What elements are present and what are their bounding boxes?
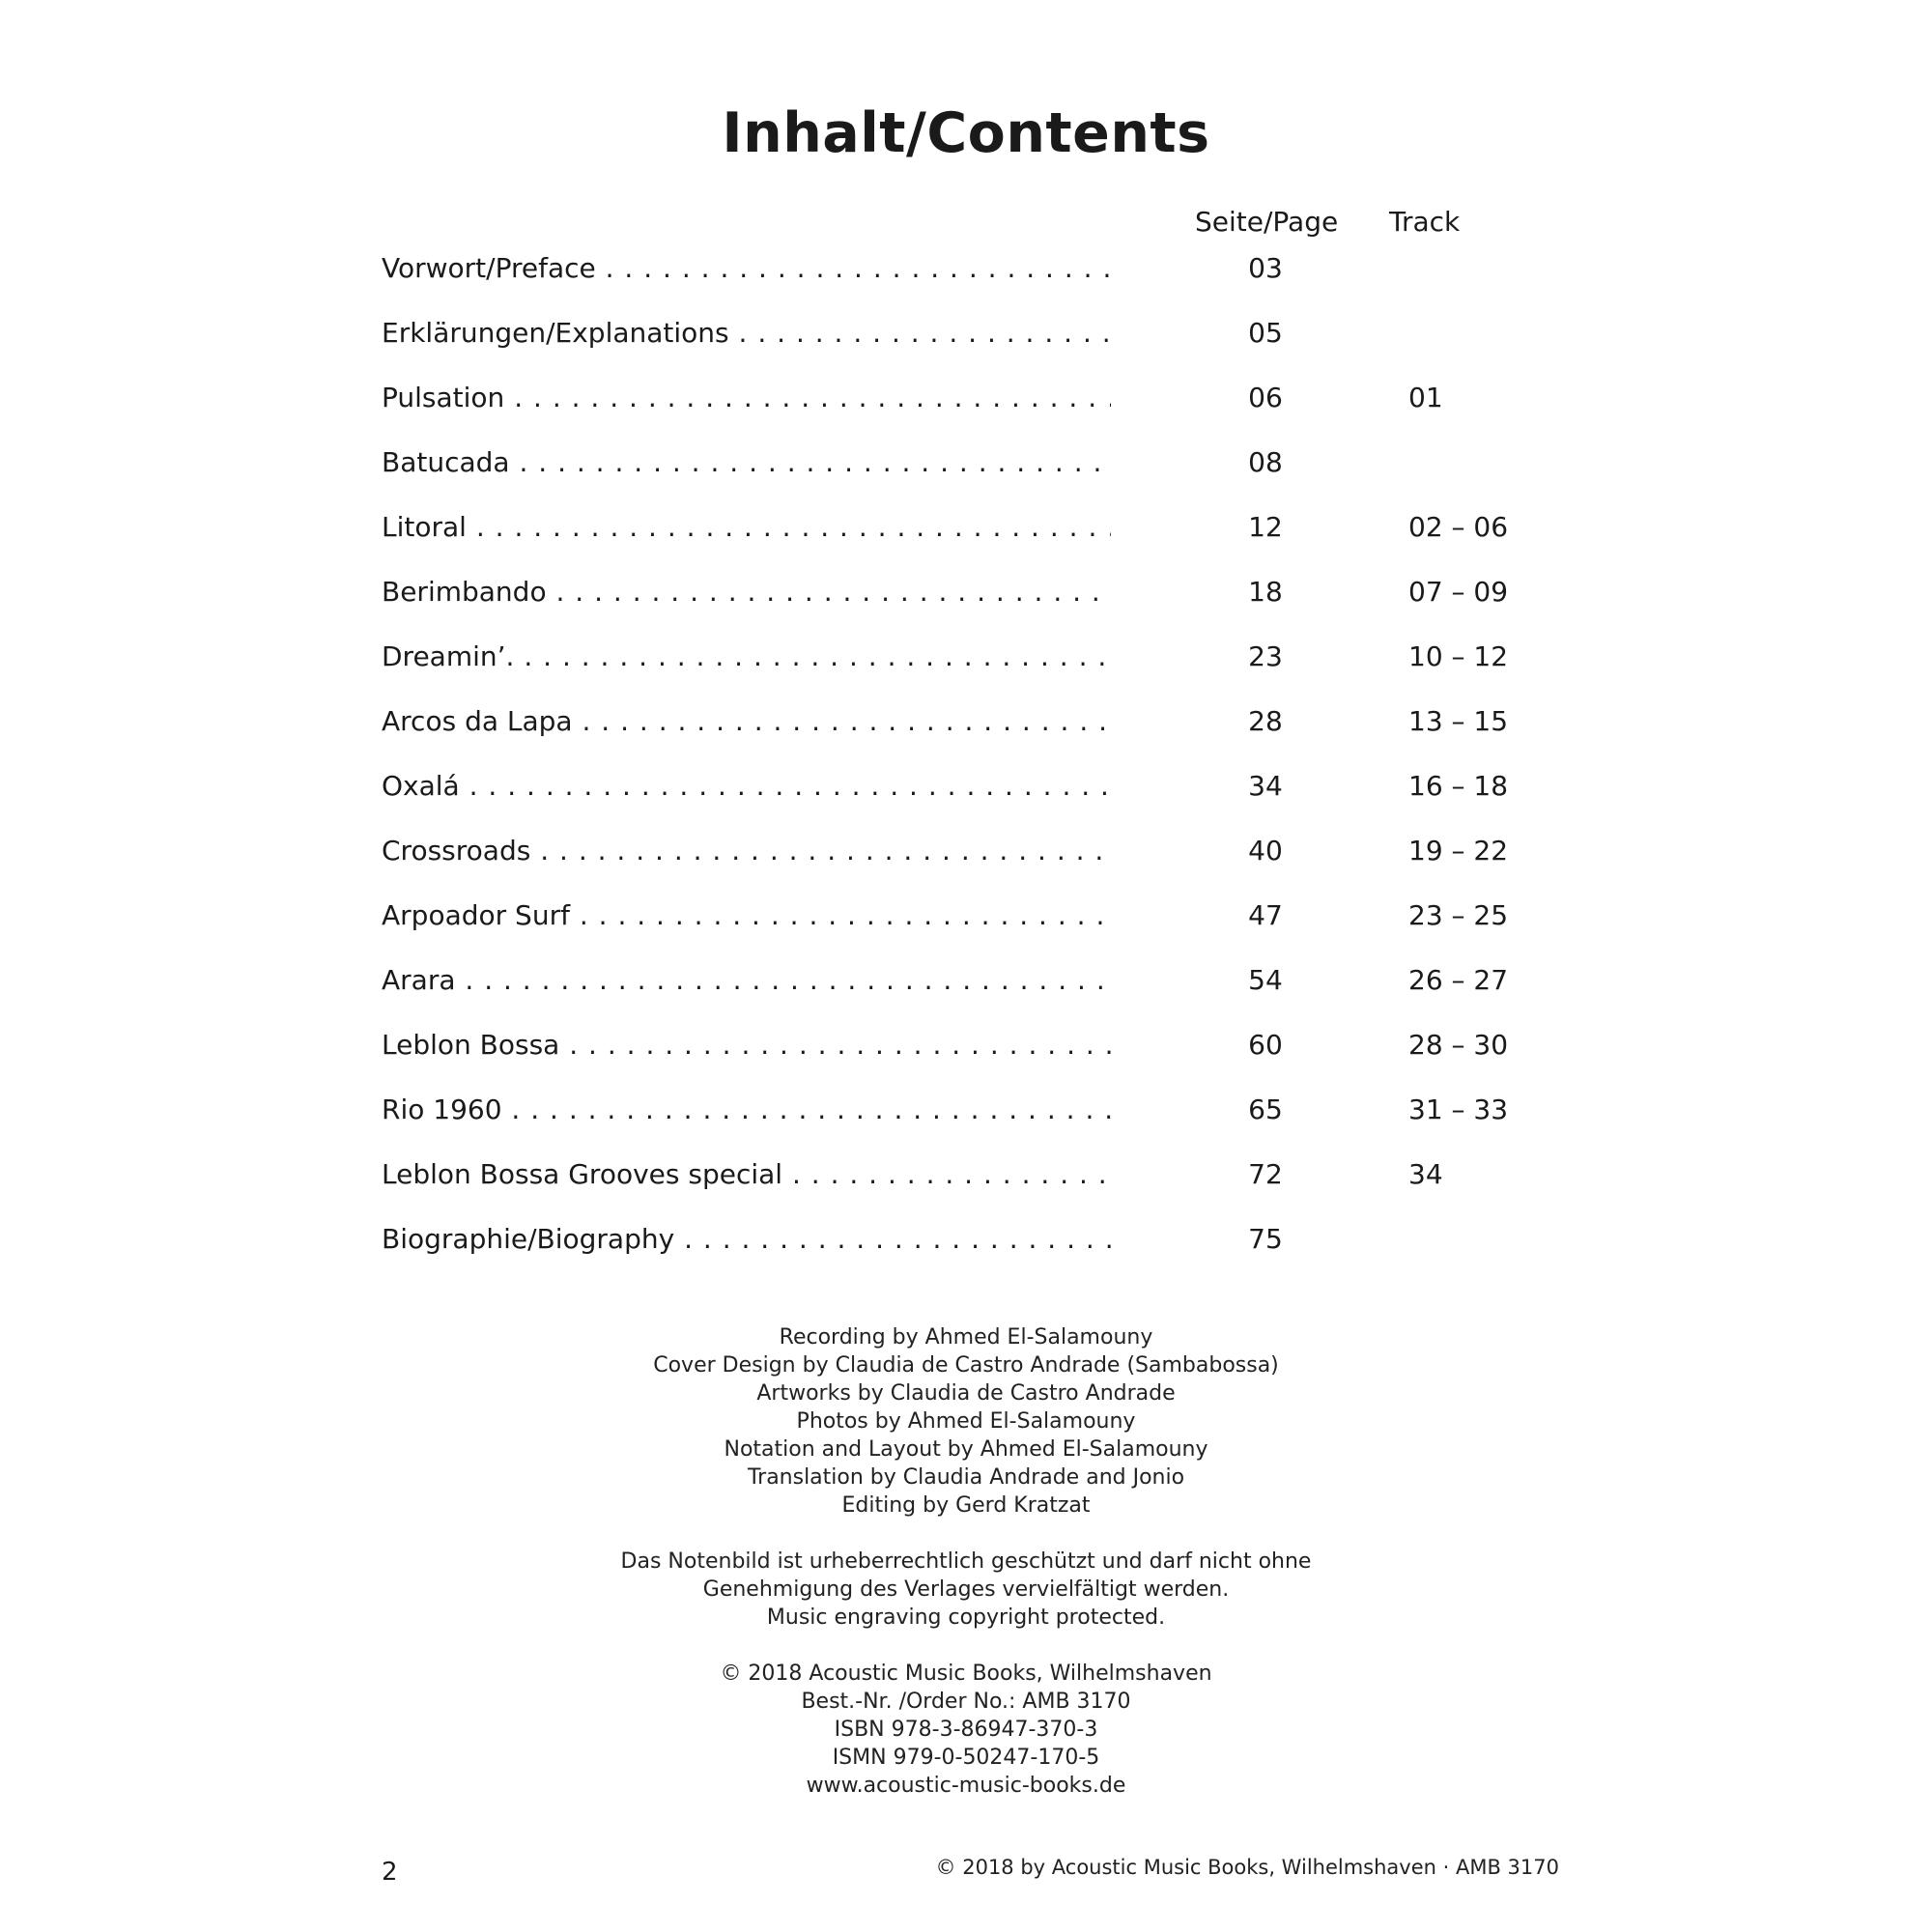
toc-row xyxy=(382,309,1541,374)
toc-entry-title: Arpoador Surf . . . xyxy=(382,899,1111,931)
credit-line: Notation and Layout by Ahmed El-Salamouny xyxy=(724,1437,1208,1462)
toc-entry-page: 47 xyxy=(1248,899,1283,931)
toc-entry-track: 07 – 09 xyxy=(1408,576,1509,608)
publisher-line: ISMN 979-0-50247-170-5 xyxy=(832,1746,1100,1770)
credits-block xyxy=(0,1323,1932,1800)
toc-entry-track: 02 – 06 xyxy=(1408,511,1509,543)
publisher-line: © 2018 Acoustic Music Books, Wilhelmshaven xyxy=(720,1662,1212,1686)
toc-entry-title: Batucada . . . xyxy=(382,446,1111,478)
toc-entry-title: Litoral . . . xyxy=(382,511,1111,543)
toc-entry-page: 75 xyxy=(1248,1223,1283,1255)
credit-line: Photos by Ahmed El-Salamouny xyxy=(796,1409,1136,1434)
toc-entry-title: Biographie/Biography . . . xyxy=(382,1223,1111,1255)
toc-entry-page: 03 xyxy=(1248,252,1283,284)
toc-row xyxy=(382,1086,1541,1151)
credit-line: Recording by Ahmed El-Salamouny xyxy=(779,1325,1153,1350)
publisher-line: ISBN 978-3-86947-370-3 xyxy=(834,1718,1098,1742)
copyright-notice-line: Genehmigung des Verlages vervielfältigt werden. xyxy=(702,1577,1230,1602)
toc-entry-title: Leblon Bossa . . . xyxy=(382,1029,1111,1061)
toc-row xyxy=(382,1021,1541,1086)
table-of-contents xyxy=(382,244,1541,1280)
toc-entry-page: 23 xyxy=(1248,640,1283,672)
toc-entry-page: 65 xyxy=(1248,1094,1283,1125)
toc-entry-title: Crossroads . . . xyxy=(382,835,1111,867)
toc-row xyxy=(382,244,1541,309)
toc-entry-track: 13 – 15 xyxy=(1408,705,1509,737)
toc-row xyxy=(382,374,1541,439)
toc-entry-page: 28 xyxy=(1248,705,1283,737)
toc-entry-title: Erklärungen/Explanations . . . xyxy=(382,317,1111,349)
toc-entry-page: 18 xyxy=(1248,576,1283,608)
toc-entry-track: 23 – 25 xyxy=(1408,899,1509,931)
footer-copyright: © 2018 by Acoustic Music Books, Wilhelmshaven · AMB 3170 xyxy=(935,1856,1559,1879)
toc-entry-page: 05 xyxy=(1248,317,1283,349)
toc-row xyxy=(382,697,1541,762)
toc-entry-title: Leblon Bossa Grooves special . . . xyxy=(382,1158,1111,1190)
toc-entry-title: Arcos da Lapa . . . xyxy=(382,705,1111,737)
toc-row xyxy=(382,762,1541,827)
toc-entry-title: Pulsation . . . xyxy=(382,382,1111,413)
toc-row xyxy=(382,1215,1541,1280)
publisher-line: Best.-Nr. /Order No.: AMB 3170 xyxy=(801,1690,1131,1714)
toc-row xyxy=(382,568,1541,633)
toc-entry-track: 26 – 27 xyxy=(1408,964,1509,996)
toc-row xyxy=(382,633,1541,697)
copyright-notice-line: Das Notenbild ist urheberrechtlich geschützt und darf nicht ohne xyxy=(620,1549,1312,1574)
toc-entry-track: 19 – 22 xyxy=(1408,835,1509,867)
toc-entry-track: 16 – 18 xyxy=(1408,770,1509,802)
toc-entry-page: 60 xyxy=(1248,1029,1283,1061)
page-number: 2 xyxy=(382,1858,398,1887)
toc-entry-page: 40 xyxy=(1248,835,1283,867)
copyright-notice-line: Music engraving copyright protected. xyxy=(766,1605,1166,1630)
toc-entry-track: 34 xyxy=(1408,1158,1443,1190)
toc-entry-title: Vorwort/Preface . . . xyxy=(382,252,1111,284)
toc-entry-track: 28 – 30 xyxy=(1408,1029,1509,1061)
credit-line: Cover Design by Claudia de Castro Andrade (Sambabossa) xyxy=(653,1353,1279,1378)
toc-entry-track: 10 – 12 xyxy=(1408,640,1509,672)
toc-entry-page: 34 xyxy=(1248,770,1283,802)
toc-row xyxy=(382,956,1541,1021)
toc-entry-page: 06 xyxy=(1248,382,1283,413)
credit-line: Translation by Claudia Andrade and Jonio xyxy=(747,1465,1185,1490)
toc-row xyxy=(382,827,1541,892)
credit-line: Editing by Gerd Kratzat xyxy=(841,1493,1091,1518)
toc-entry-page: 54 xyxy=(1248,964,1283,996)
credit-line: Artworks by Claudia de Castro Andrade xyxy=(756,1381,1176,1406)
toc-row xyxy=(382,439,1541,503)
toc-row xyxy=(382,1151,1541,1215)
toc-entry-title: Berimbando . . . xyxy=(382,576,1111,608)
toc-row xyxy=(382,892,1541,956)
column-header-track: Track xyxy=(1389,206,1461,238)
publisher-website: www.acoustic-music-books.de xyxy=(806,1774,1126,1798)
toc-entry-track: 31 – 33 xyxy=(1408,1094,1509,1125)
toc-entry-title: Arara . . . xyxy=(382,964,1111,996)
column-header-page: Seite/Page xyxy=(1195,206,1339,238)
toc-entry-title: Rio 1960 . . . xyxy=(382,1094,1111,1125)
toc-entry-page: 08 xyxy=(1248,446,1283,478)
toc-entry-title: Dreamin’. . . . xyxy=(382,640,1111,672)
toc-entry-title: Oxalá . . . xyxy=(382,770,1111,802)
toc-entry-page: 12 xyxy=(1248,511,1283,543)
toc-entry-track: 01 xyxy=(1408,382,1443,413)
toc-entry-page: 72 xyxy=(1248,1158,1283,1190)
page-title: Inhalt/Contents xyxy=(722,101,1210,165)
toc-row xyxy=(382,503,1541,568)
